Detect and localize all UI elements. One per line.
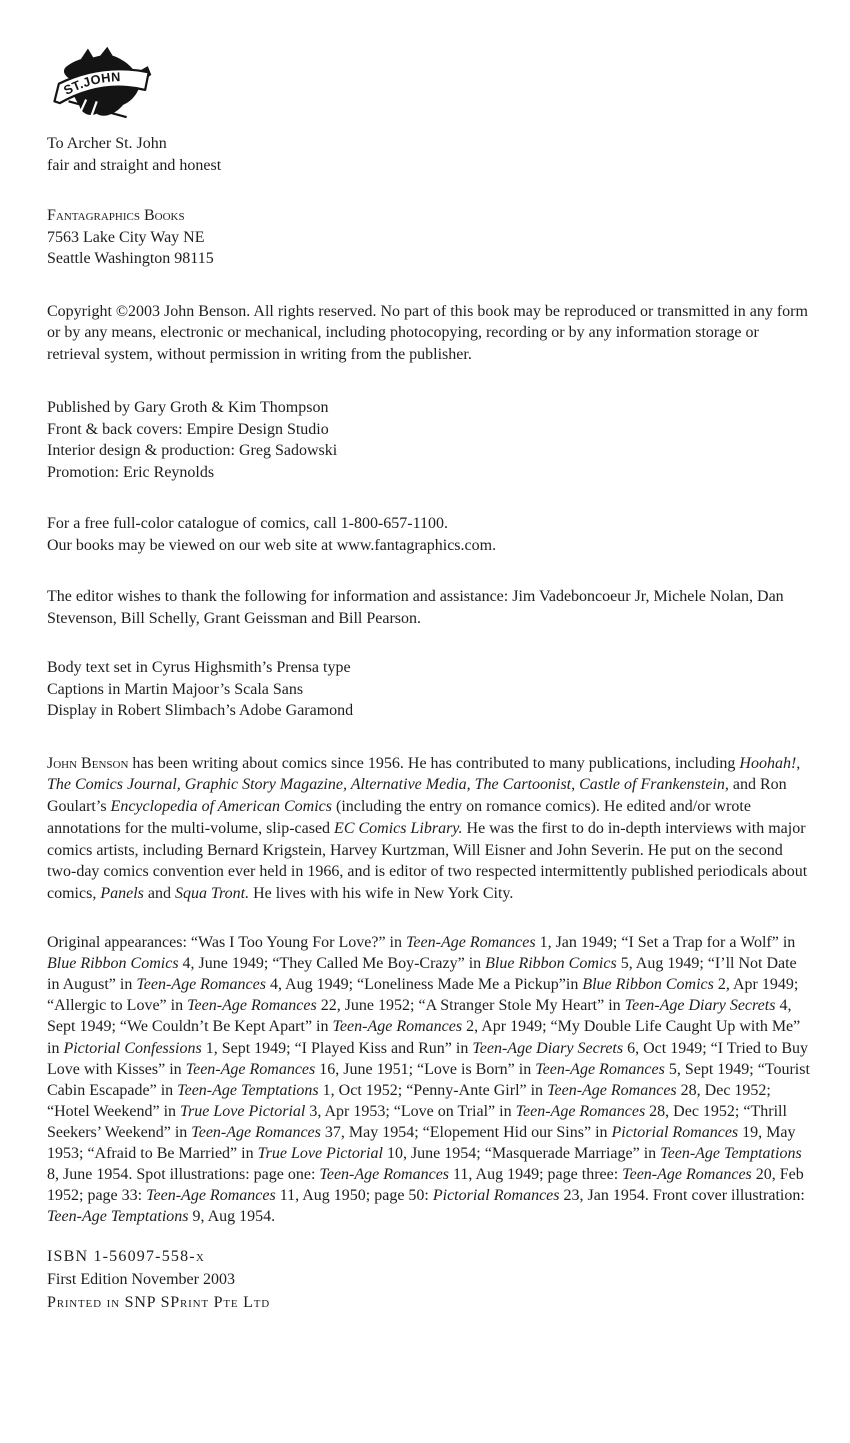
publisher-city: Seattle Washington 98115 xyxy=(47,250,214,267)
original-appearances: Original appearances: “Was I Too Young For Love?” in Teen-Age Romances 1, Jan 1949; “I Set a Trap for a Wolf” in Blue Ribbon Comics 4, June 1949; “They Called Me Boy-Crazy” in Blue Ribbon Comics 5, Aug 1949; “I’ll Not Date in August” in Teen-Age Romances 4, Aug 1949; “Loneliness Made Me a Pickup”in Blue Ribbon Comics 2, Apr 1949; “Allergic to Love” in Teen-Age Romances 22, June 1952; “A Stranger Stole My Heart” in Teen-Age Diary Secrets 4, Sept 1949; “We Couldn’t Be Kept Apart” in Teen-Age Romances 2, Apr 1949; “My Double Life Caught Up with Me” in Pictorial Confessions 1, Sept 1949; “I Played Kiss and Run” in Teen-Age Diary Secrets 6, Oct 1949; “I Tried to Buy Love with Kisses” in Teen-Age Romances 16, June 1951; “Love is Born” in Teen-Age Romances 5, Sept 1949; “Tourist Cabin Escapade” in Teen-Age Temptations 1, Oct 1952; “Penny-Ante Girl” in Teen-Age Romances 28, Dec 1952; “Hotel Weekend” in True Love Pictorial 3, Apr 1953; “Love on Trial” in Teen-Age Romances 28, Dec 1952; “Thrill Seekers’ Weekend” in Teen-Age Romances 37, May 1954; “Elopement Hid our Sins” in Pictorial Romances 19, May 1953; “Afraid to Be Married” in True Love Pictorial 10, June 1954; “Masquerade Marriage” in Teen-Age Temptations 8, June 1954. Spot illustrations: page one: Teen-Age Romances 11, Aug 1949; page three: Teen-Age Romances 20, Feb 1952; page 33: Teen-Age Romances 11, Aug 1950; page 50: Pictorial Romances 23, Jan 1954. Front cover illustration: Teen-Age Temptations 9, Aug 1954. xyxy=(47,934,810,1226)
publication-info-block xyxy=(47,1245,810,1314)
dedication-line-1: To Archer St. John xyxy=(47,135,167,152)
publisher-address-block xyxy=(47,205,810,270)
credits-block xyxy=(47,397,810,483)
edition-line: First Edition November 2003 xyxy=(47,1271,235,1289)
publisher-street: 7563 Lake City Way NE xyxy=(47,228,205,246)
publisher-name: Fantagraphics Books xyxy=(47,207,185,224)
typography-colophon xyxy=(47,657,810,722)
stjohn-dog-logo-icon xyxy=(49,45,155,126)
credit-promotion: Promotion: Eric Reynolds xyxy=(47,463,215,481)
stjohn-logo xyxy=(49,45,155,126)
catalogue-phone-line: For a free full-color catalogue of comics, call 1-800-657-1100. xyxy=(47,515,449,532)
type-display: Display in Robert Slimbach’s Adobe Garamond xyxy=(47,702,354,719)
type-body-text: Body text set in Cyrus Highsmith’s Prensa type xyxy=(47,659,351,676)
logo-banner-text: ST.JOHN xyxy=(61,69,122,98)
catalogue-info xyxy=(47,513,810,556)
printer-line: Printed in SNP SPrint Pte Ltd xyxy=(47,1294,271,1312)
credit-published-by: Published by Gary Groth & Kim Thompson xyxy=(47,399,329,416)
credit-covers: Front & back covers: Empire Design Studio xyxy=(47,420,329,438)
credit-interior-design: Interior design & production: Greg Sadowski xyxy=(47,442,338,459)
dedication-line-2: fair and straight and honest xyxy=(47,156,222,174)
author-bio: John Benson has been writing about comics since 1956. He has contributed to many publications, including Hoohah!, The Comics Journal, Graphic Story Magazine, Alternative Media, The Cartoonist, Castle of Frankenstein, and Ron Goulart’s Encyclopedia of American Comics (including the entry on romance comics). He edited and/or wrote annotations for the multi-volume, slip-cased EC Comics Library. He was the first to do in-depth interviews with major comics artists, including Bernard Krigstein, Harvey Kurtzman, Will Eisner and John Severin. He put on the second two-day comics convention ever held in 1966, and is editor of two respected intermittently published periodicals about comics, Panels and Squa Tront. He lives with his wife in New York City. xyxy=(47,754,808,903)
type-captions: Captions in Martin Majoor’s Scala Sans xyxy=(47,680,304,698)
isbn-line: ISBN 1-56097-558-x xyxy=(47,1248,205,1266)
dedication xyxy=(47,133,810,176)
copyright-notice: Copyright ©2003 John Benson. All rights reserved. No part of this book may be reproduced or transmitted in any form or by any means, electronic or mechanical, including photocopying, recording or by any information storage or retrieval system, without permission in writing from the publisher. xyxy=(47,302,808,363)
acknowledgments: The editor wishes to thank the following for information and assistance: Jim Vadeboncoeur Jr, Michele Nolan, Dan Stevenson, Bill Schelly, Grant Geissman and Bill Pearson. xyxy=(47,588,784,627)
catalogue-website-line: Our books may be viewed on our web site at www.fantagraphics.com. xyxy=(47,536,497,554)
